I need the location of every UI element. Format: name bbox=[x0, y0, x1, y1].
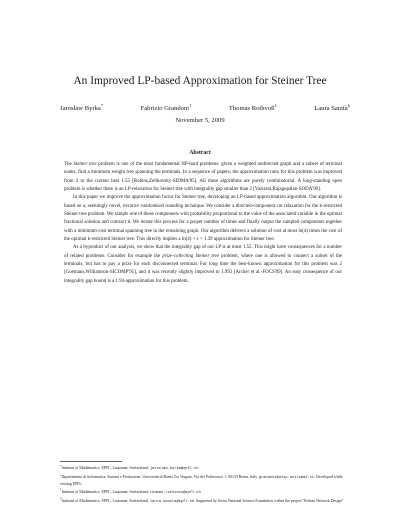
footnote: ‡Institute of Mathematics, EPFL, Lausanne, Switzerland, thomas.rothvoss@epfl.ch bbox=[60, 487, 201, 495]
abstract-paragraph: In this paper we improve the approximation factor for Steiner tree, developing an LP-based approximation algorithm. Our algorithm is based on a, seemingly novel, iterative randomized rounding technique. We consider a directed-component cut relaxation for the k-restricted Steiner tree problem. We sample one of these components with probability proportional to the value of the associated variable in the optimal fractional solution and contract it. We iterate this process for a proper number of times and finally output the sampled components together with a minimum-cost terminal spanning tree in the remaining graph. Our algorithm delivers a solution of cost at most ln(4) times the cost of the optimal k-restricted Steiner tree. This directly implies a ln(4) + ε < 1.39 approximation for Steiner tree. bbox=[64, 195, 342, 243]
author-list bbox=[60, 101, 350, 113]
footnotes bbox=[60, 464, 352, 505]
footnote: §Institute of Mathematics, EPFL, Lausanne, Switzerland, laura.sanita@epfl.ch. Supported by Swiss National Science Foundation within the project "Robust Network Design" bbox=[60, 496, 344, 504]
abstract-paragraph: As a byproduct of our analysis, we show that the integrality gap of our LP is at most 1.55. This might have consequences for a number of related problems. Consider for example the prize-collecting Steiner tree problem, where one is allowed to connect a subset of the terminals, but has to pay a prize for each disconnected terminal. For long time the best-known approximation for this problem was 2 [Goemans,Williamson-SICOMP'95], and it was recently slightly improved to 1.992 [Archer et al.-FOCS'09]. An easy consequence of our integrality gap bound is a 1.94-approximation for this problem. bbox=[64, 245, 342, 284]
abstract-body bbox=[64, 161, 342, 286]
author: Laura Sanità§ bbox=[314, 103, 350, 113]
paper-date: November 5, 2009 bbox=[175, 117, 225, 124]
footnote-rule bbox=[60, 461, 122, 462]
author: Fabrizio Grandoni† bbox=[140, 103, 192, 113]
footnote: *Institute of Mathematics, EPFL, Lausanne, Switzerland, jaroslaw.byrka@epfl.ch bbox=[60, 464, 199, 472]
author: Thomas Rothvoß‡ bbox=[228, 103, 277, 113]
footnote: †Dipartimento di Informatica, Sistemi e Produzione, Università di Roma Tor Vergata, Via del Politecnico 1, 00133 Roma, Italy, grandoni@disp.uniroma2.it. Developed while visiting EPFL. bbox=[60, 472, 343, 486]
author: Jarosław Byrka* bbox=[60, 103, 104, 113]
abstract-heading: Abstract bbox=[189, 150, 211, 156]
paper-title: An Improved LP-based Approximation for Steiner Tree bbox=[73, 75, 327, 87]
abstract-paragraph: The Steiner tree problem is one of the most fundamental NP-hard problems: given a weighted undirected graph and a subset of terminal nodes, find a minimum weight tree spanning the terminals. In a sequence of papers, the approximation ratio for this problem was improved from 2 to the current best 1.55 [Robins,Zelikovsky-SIDMA'05]. All these algorithms are purely combinatorial. A long-standing open problem is whether there is an LP-relaxation for Steiner tree with integrality gap smaller than 2 [Vazirani,Rajagopalan-SODA'99]. bbox=[64, 162, 342, 193]
